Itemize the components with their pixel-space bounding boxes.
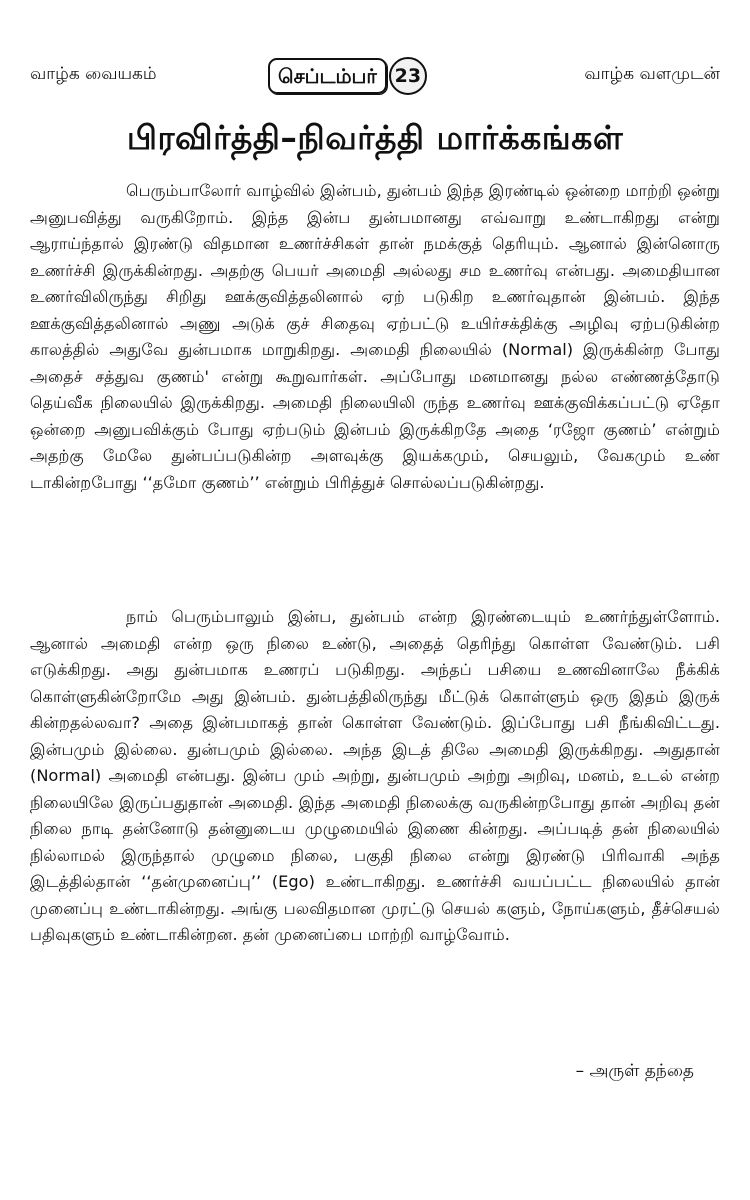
date-month: செப்டம்பர் bbox=[268, 58, 387, 94]
date-badge bbox=[268, 56, 427, 96]
header-right-text: வாழ்க வளமுடன் bbox=[584, 64, 720, 84]
page-header bbox=[0, 54, 750, 110]
date-day: 23 bbox=[389, 57, 427, 95]
header-left-text: வாழ்க வையகம் bbox=[30, 64, 157, 84]
signature: – அருள் தந்தை bbox=[575, 1061, 694, 1081]
page-title: பிரவிர்த்தி–நிவர்த்தி மார்க்கங்கள் bbox=[126, 118, 624, 157]
paragraph-1: பெரும்பாலோர் வாழ்வில் இன்பம், துன்பம் இந்த இரண்டில் ஒன்றை மாற்றி ஒன்று அனுபவித்து வருகிறோம். இந்த இன்ப துன்பமானது எவ்வாறு உண்டாகிறது என்று ஆராய்ந்தால் இரண்டு விதமான உணர்ச்சிகள் தான் நமக்குத் தெரியும். ஆனால் இன்னொரு உணர்ச்சி இருக்கின்றது. அதற்கு பெயர் அமைதி அல்லது சம உணர்வு என்பது. அமைதியான உணர்விலிருந்து சிறிது ஊக்குவித்தலினால் ஏற் படுகிற உணர்வுதான் இன்பம். இந்த ஊக்குவித்தலினால் அணு அடுக் குச் சிதைவு ஏற்பட்டு உயிர்சக்திக்கு அழிவு ஏற்படுகின்ற காலத்தில் அதுவே துன்பமாக மாறுகிறது. அமைதி நிலையில் (Normal) இருக்கின்ற போது அதைச் சத்துவ குணம்' என்று கூறுவார்கள். அப்போது மனமானது நல்ல எண்ணத்தோடு தெய்வீக நிலையில் இருக்கிறது. அமைதி நிலையிலி ருந்த உணர்வு ஊக்குவிக்கப்பட்டு ஏதோ ஒன்றை அனுபவிக்கும் போது ஏற்படும் இன்பம் இருக்கிறதே அதை ‘ரஜோ குணம்’ என்றும் அதற்கு மேலே துன்பப்படுகின்ற அளவுக்கு இயக்கமும், செயலும், வேகமும் உண் டாகின்றபோது ‘‘தமோ குணம்’’ என்றும் பிரித்துச் சொல்லப்படுகின்றது. bbox=[30, 181, 720, 492]
paragraph-2: நாம் பெரும்பாலும் இன்ப, துன்பம் என்ற இரண்டையும் உணர்ந்துள்ளோம். ஆனால் அமைதி என்ற ஒரு நிலை உண்டு, அதைத் தெரிந்து கொள்ள வேண்டும். பசி எடுக்கிறது. அது துன்பமாக உணரப் படுகிறது. அந்தப் பசியை உணவினாலே நீக்கிக் கொள்ளுகின்றோமே அது இன்பம். துன்பத்திலிருந்து மீட்டுக் கொள்ளும் ஒரு இதம் இருக் கின்றதல்லவா? அதை இன்பமாகத் தான் கொள்ள வேண்டும். இப்போது பசி நீங்கிவிட்டது. இன்பமும் இல்லை. துன்பமும் இல்லை. அந்த இடத் திலே அமைதி இருக்கிறது. அதுதான் (Normal) அமைதி என்பது. இன்ப மும் அற்று, துன்பமும் அற்று அறிவு, மனம், உடல் என்ற நிலையிலே இருப்பதுதான் அமைதி. இந்த அமைதி நிலைக்கு வருகின்றபோது தான் அறிவு தன் நிலை நாடி தன்னோடு தன்னுடைய முழுமையில் இணை கின்றது. அப்படித் தன் நிலையில் நில்லாமல் இருந்தால் முழுமை நிலை, பகுதி நிலை என்று இரண்டு பிரிவாகி அந்த இடத்தில்தான் ‘‘தன்முனைப்பு’’ (Ego) உண்டாகிறது. உணர்ச்சி வயப்பட்ட நிலையில் தான் முனைப்பு உண்டாகின்றது. அங்கு பலவிதமான முரட்டு செயல் களும், நோய்களும், தீச்செயல் பதிவுகளும் உண்டாகின்றன. தன் முனைப்பை மாற்றி வாழ்வோம். bbox=[30, 607, 720, 944]
